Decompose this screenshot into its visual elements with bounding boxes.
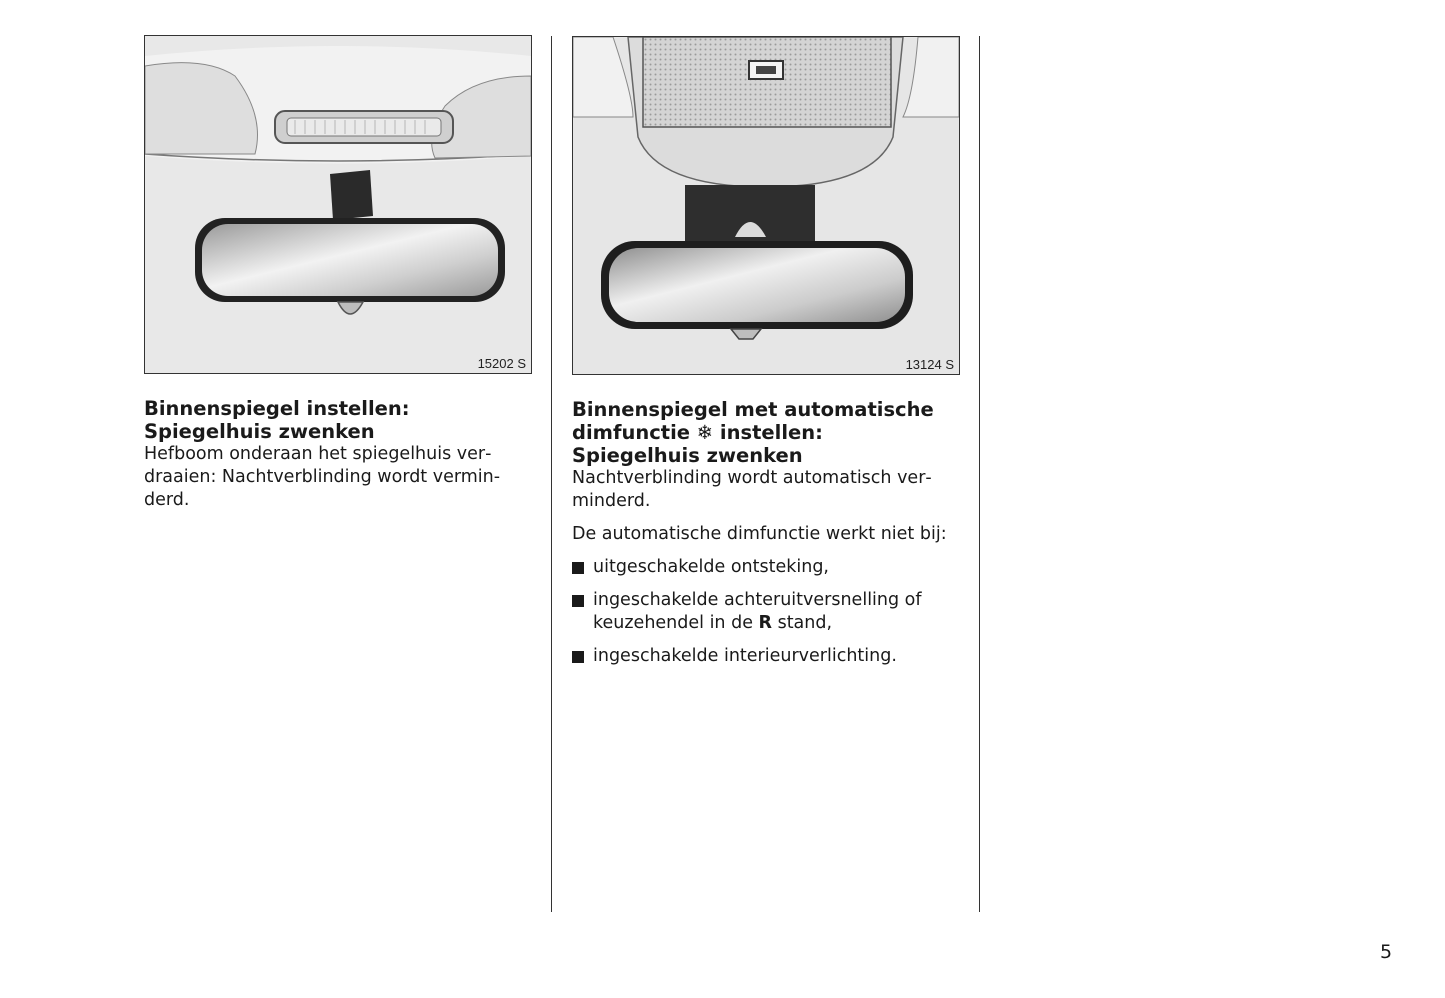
section-heading — [144, 397, 536, 443]
heading-line-2-suffix: instellen: — [713, 421, 823, 444]
figure-code: 13124 S — [905, 357, 954, 372]
condition-list — [572, 556, 964, 668]
body-text: Hefboom onderaan het spiegelhuis verdraaien: Nachtverblinding wordt verminderd. — [144, 444, 501, 510]
column-divider-2 — [979, 36, 980, 912]
mirror-manual-illustration — [145, 36, 531, 373]
body-text: Nachtverblinding wordt automatisch verminderd. — [572, 468, 932, 511]
page-number: 5 — [1380, 941, 1393, 963]
heading-line-2: Spiegelhuis zwenken — [144, 420, 375, 443]
figure-rearview-mirror-auto-dim — [572, 36, 960, 375]
heading-line-1: Binnenspiegel met automatische — [572, 398, 934, 421]
list-item-text: uitgeschakelde ontsteking, — [593, 557, 829, 577]
heading-line-2-text: dimfunctie — [572, 421, 690, 444]
list-item — [572, 589, 964, 635]
heading-line-1: Binnenspiegel instellen: — [144, 397, 410, 420]
auto-dim-symbol-icon: ❄ — [696, 421, 714, 444]
list-item — [572, 556, 964, 579]
body-text-intro: De automatische dimfunctie werkt niet bij: — [572, 524, 947, 544]
list-item-text-suffix: stand, — [772, 613, 833, 633]
figure-rearview-mirror-manual — [144, 35, 532, 374]
mirror-auto-dim-illustration — [573, 37, 959, 374]
figure-code: 15202 S — [477, 356, 526, 371]
section-heading — [572, 398, 964, 467]
list-item-text: ingeschakelde achteruitversnelling of keuzehendel in de — [593, 590, 922, 633]
left-column-text — [144, 397, 536, 512]
list-item-text: ingeschakelde interieurverlichting. — [593, 646, 897, 666]
bullet-square-icon — [572, 595, 584, 607]
gear-position-r: R — [758, 613, 773, 633]
list-item — [572, 645, 964, 668]
heading-line-3: Spiegelhuis zwenken — [572, 444, 803, 467]
bullet-square-icon — [572, 651, 584, 663]
bullet-square-icon — [572, 562, 584, 574]
column-divider-1 — [551, 36, 552, 912]
right-column-text — [572, 398, 964, 678]
